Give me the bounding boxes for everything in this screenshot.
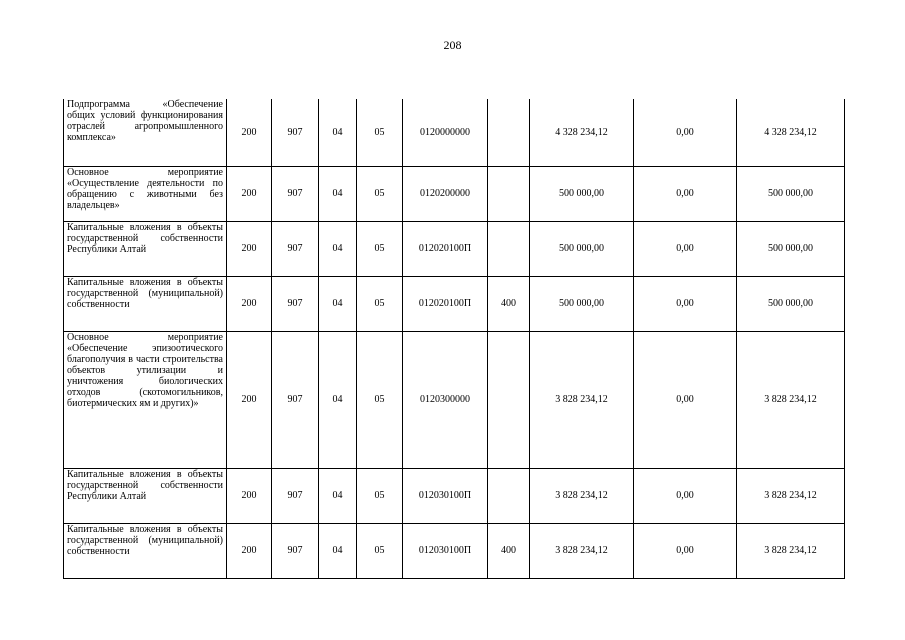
table-row [64,468,845,523]
expense-type-cell [488,221,530,276]
table-row [64,276,845,331]
section-code-cell: 04 [319,276,357,331]
change-amount-cell: 0,00 [634,276,737,331]
change-amount-cell: 0,00 [634,331,737,468]
change-amount-cell: 0,00 [634,166,737,221]
admin-code-cell: 200 [227,221,272,276]
expense-type-cell: 400 [488,523,530,578]
admin-code-cell: 200 [227,523,272,578]
subsection-code-cell: 05 [357,276,403,331]
total-amount-cell: 3 828 234,12 [737,523,845,578]
plan-amount-cell: 500 000,00 [530,221,634,276]
budget-table [63,99,845,579]
total-amount-cell: 500 000,00 [737,166,845,221]
change-amount-cell: 0,00 [634,221,737,276]
section-code-cell: 04 [319,99,357,166]
admin-code-cell: 200 [227,166,272,221]
target-article-cell: 012030100П [403,523,488,578]
target-article-cell: 012020100П [403,221,488,276]
plan-amount-cell: 3 828 234,12 [530,468,634,523]
table-row [64,99,845,166]
table-row [64,331,845,468]
change-amount-cell: 0,00 [634,523,737,578]
expense-type-cell [488,468,530,523]
row-name-cell: Капитальные вложения в объекты государственной собственности Республики Алтай [64,221,227,276]
subsection-code-cell: 05 [357,166,403,221]
page-number: 208 [443,38,462,52]
total-amount-cell: 3 828 234,12 [737,468,845,523]
ministry-code-cell: 907 [272,276,319,331]
subsection-code-cell: 05 [357,99,403,166]
row-name-cell: Капитальные вложения в объекты государственной (муниципальной) собственности [64,523,227,578]
subsection-code-cell: 05 [357,468,403,523]
table-row [64,166,845,221]
total-amount-cell: 4 328 234,12 [737,99,845,166]
row-name-cell: Основное мероприятие «Осуществление деятельности по обращению с животными без владельцев» [64,166,227,221]
table-body [64,99,845,578]
plan-amount-cell: 3 828 234,12 [530,331,634,468]
expense-type-cell [488,331,530,468]
ministry-code-cell: 907 [272,468,319,523]
admin-code-cell: 200 [227,468,272,523]
subsection-code-cell: 05 [357,523,403,578]
expense-type-cell [488,166,530,221]
subsection-code-cell: 05 [357,221,403,276]
row-name-cell: Капитальные вложения в объекты государственной (муниципальной) собственности [64,276,227,331]
ministry-code-cell: 907 [272,166,319,221]
section-code-cell: 04 [319,523,357,578]
row-name-cell: Основное мероприятие «Обеспечение эпизоотического благополучия в части строительства объектов утилизации и уничтожения биологических отходов (скотомогильников, биотермических ям и других)» [64,331,227,468]
admin-code-cell: 200 [227,99,272,166]
ministry-code-cell: 907 [272,99,319,166]
target-article-cell: 0120200000 [403,166,488,221]
change-amount-cell: 0,00 [634,468,737,523]
admin-code-cell: 200 [227,276,272,331]
admin-code-cell: 200 [227,331,272,468]
ministry-code-cell: 907 [272,331,319,468]
table-row [64,523,845,578]
target-article-cell: 0120000000 [403,99,488,166]
expense-type-cell [488,99,530,166]
target-article-cell: 012030100П [403,468,488,523]
expense-type-cell: 400 [488,276,530,331]
plan-amount-cell: 4 328 234,12 [530,99,634,166]
target-article-cell: 0120300000 [403,331,488,468]
ministry-code-cell: 907 [272,221,319,276]
row-name-cell: Подпрограмма «Обеспечение общих условий функционирования отраслей агропромышленного комплекса» [64,99,227,166]
target-article-cell: 012020100П [403,276,488,331]
ministry-code-cell: 907 [272,523,319,578]
total-amount-cell: 500 000,00 [737,221,845,276]
section-code-cell: 04 [319,331,357,468]
row-name-cell: Капитальные вложения в объекты государственной собственности Республики Алтай [64,468,227,523]
section-code-cell: 04 [319,166,357,221]
subsection-code-cell: 05 [357,331,403,468]
total-amount-cell: 3 828 234,12 [737,331,845,468]
change-amount-cell: 0,00 [634,99,737,166]
plan-amount-cell: 3 828 234,12 [530,523,634,578]
total-amount-cell: 500 000,00 [737,276,845,331]
plan-amount-cell: 500 000,00 [530,166,634,221]
plan-amount-cell: 500 000,00 [530,276,634,331]
section-code-cell: 04 [319,221,357,276]
table-row [64,221,845,276]
section-code-cell: 04 [319,468,357,523]
